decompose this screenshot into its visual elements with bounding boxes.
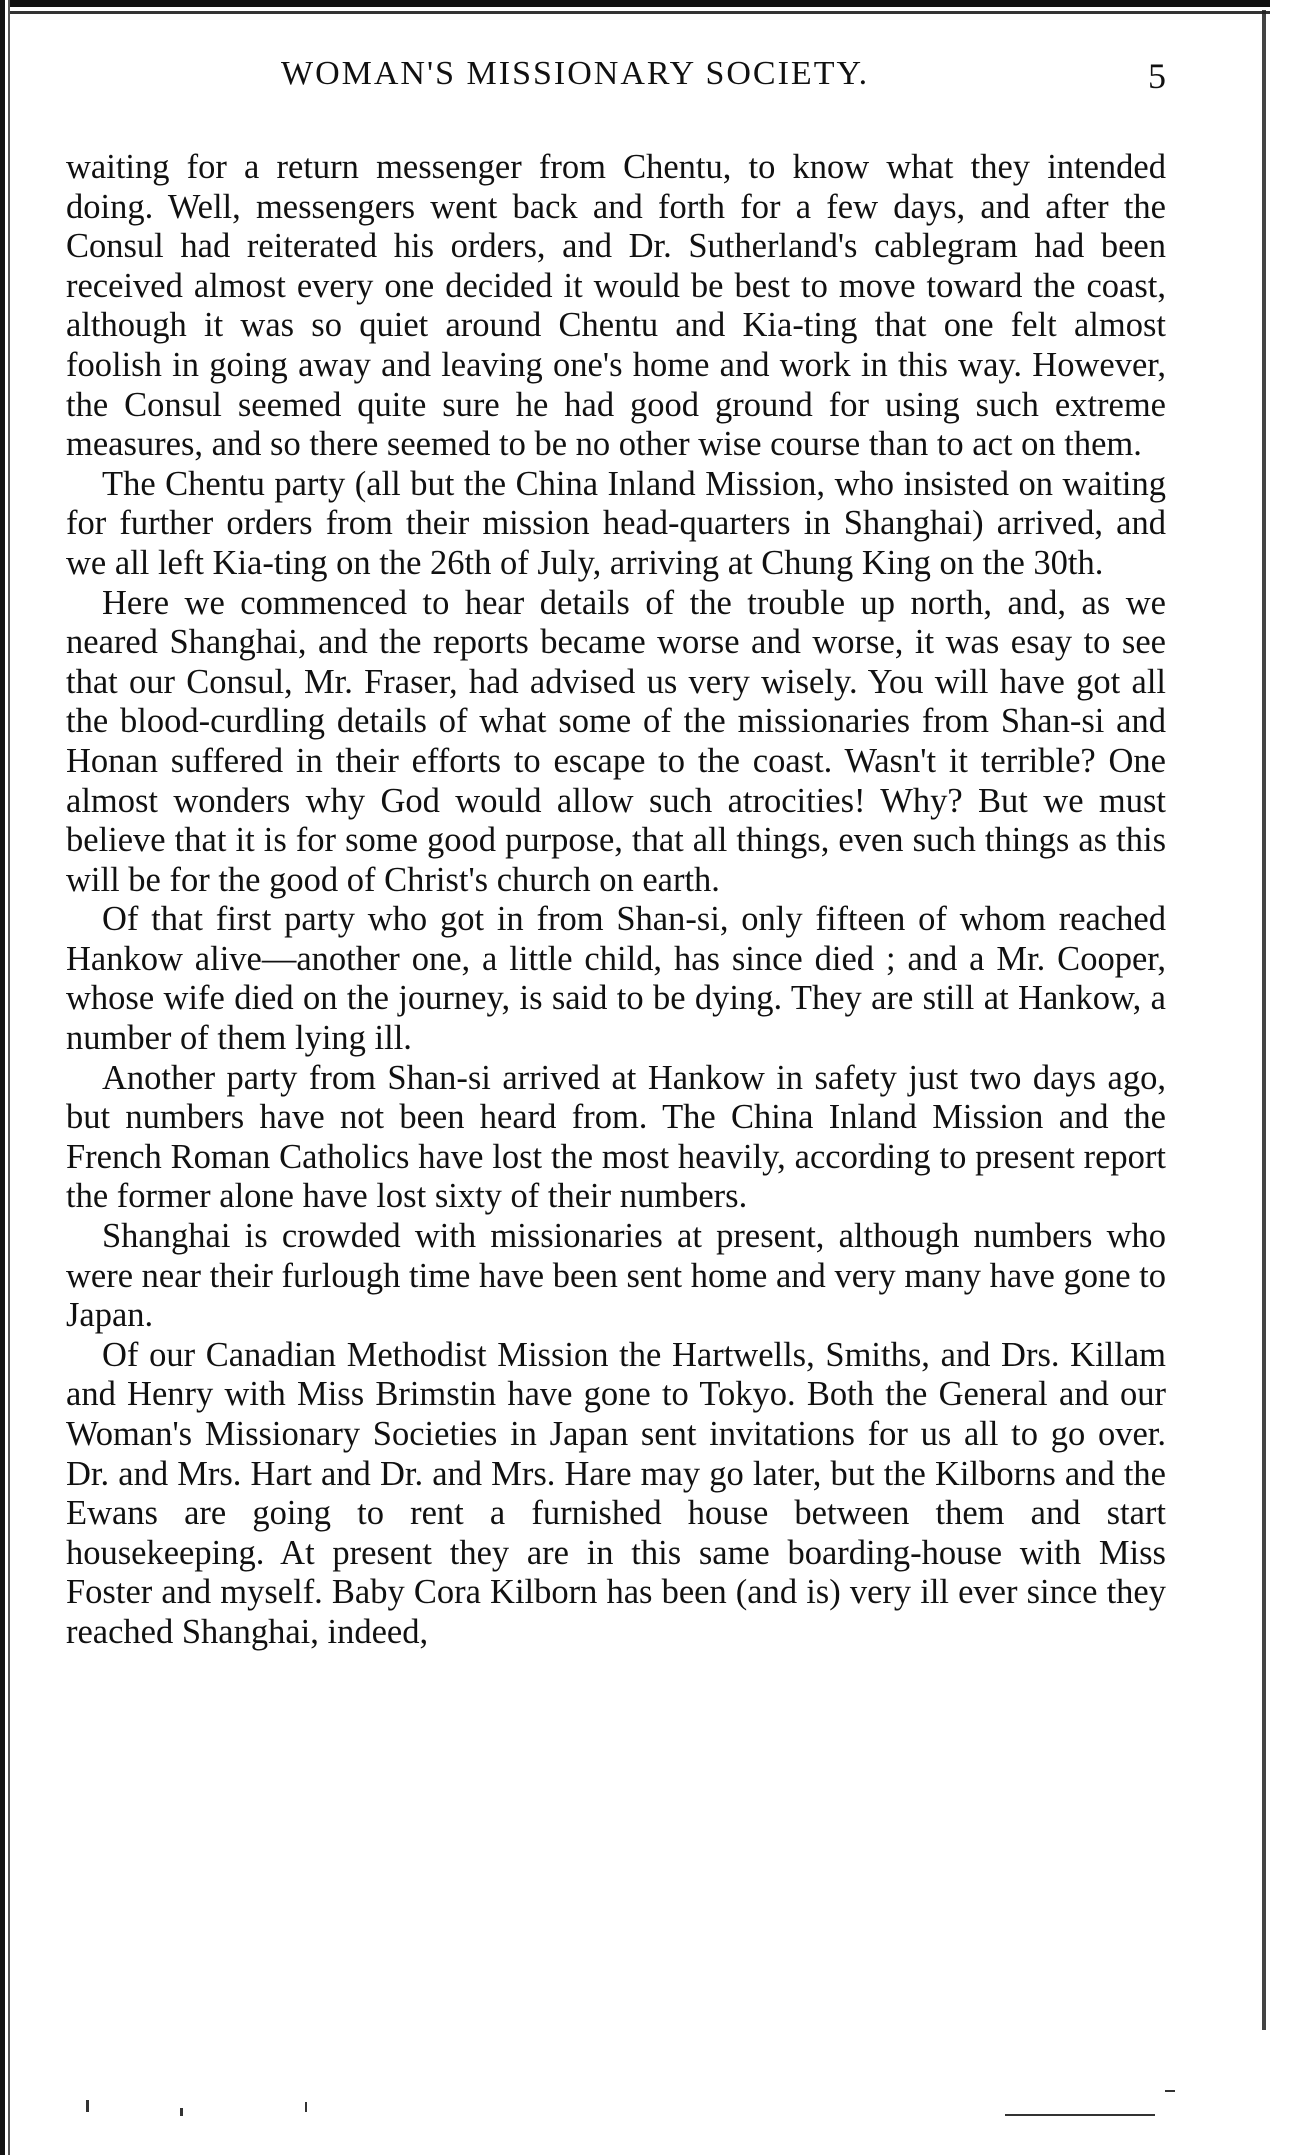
paragraph-2: The Chentu party (all but the China Inland Mission, who insisted on waiting for further orders from their mission head-quarters in Shanghai) arrived, and we all left Kia-ting on the 26th of July, arriving at Chung King on the 30th. [66,464,1166,582]
paragraph-5: Another party from Shan-si arrived at Hankow in safety just two days ago, but numbers have not been heard from. The China Inland Mission and the French Roman Catholics have lost the most heavily, according to present report the former alone have lost sixty of their numbers. [66,1058,1166,1216]
paragraph-3: Here we commenced to hear details of the trouble up north, and, as we neared Shanghai, and the reports became worse and worse, it was esay to see that our Consul, Mr. Fraser, had advised us very wisely. You will have got all the blood-curdling details of what some of the missionaries from Shan-si and Honan suffered in their efforts to escape to the coast. Wasn't it terrible? One almost wonders why God would allow such atrocities! Why? But we must believe that it is for some good purpose, that all things, even such things as this will be for the good of Christ's church on earth. [66,583,1166,899]
scan-speck [305,2102,307,2112]
scan-speck [180,2108,183,2116]
paragraph-6: Shanghai is crowded with missionaries at present, although numbers who were near their furlough time have been sent home and very many have gone to Japan. [66,1217,1166,1335]
paragraph-1: waiting for a return messenger from Chentu, to know what they intended doing. Well, messengers went back and forth for a few days, and after the Consul had reiterated his orders, and Dr. Sutherland's cablegram had been received almost every one decided it would be best to move toward the coast, although it was so quiet around Chentu and Kia-ting that one felt almost foolish in going away and leaving one's home and work in this way. However, the Consul seemed quite sure he had good ground for using such extreme measures, and so there seemed to be no other wise course than to act on them. [66,148,1166,464]
body-text [66,148,1166,1653]
scan-speck [86,2100,89,2112]
paragraph-7: Of our Canadian Methodist Mission the Hartwells, Smiths, and Drs. Killam and Henry with Miss Brimstin have gone to Tokyo. Both the General and our Woman's Missionary Societies in Japan sent invitations for us all to go over. Dr. and Mrs. Hart and Dr. and Mrs. Hare may go later, but the Kilborns and the Ewans are going to rent a furnished house between them and start housekeeping. At present they are in this same boarding-house with Miss Foster and myself. Baby Cora Kilborn has been (and is) very ill ever since they reached Shanghai, indeed, [66,1335,1166,1651]
paragraph-4: Of that first party who got in from Shan-si, only fifteen of whom reached Hankow alive—another one, a little child, has since died ; and a Mr. Cooper, whose wife died on the journey, is said to be dying. They are still at Hankow, a number of them lying ill. [66,900,1166,1058]
page-header [66,55,1166,105]
scan-edge-top [0,0,1270,18]
scan-edge-right [1262,10,1266,2030]
running-head: WOMAN'S MISSIONARY SOCIETY. [281,55,870,92]
scan-speck [1005,2114,1155,2116]
page-number: 5 [1148,56,1166,96]
scan-edge-left [0,0,14,2155]
scan-speck [1165,2090,1175,2092]
scan-footer-marks [0,2090,1310,2130]
